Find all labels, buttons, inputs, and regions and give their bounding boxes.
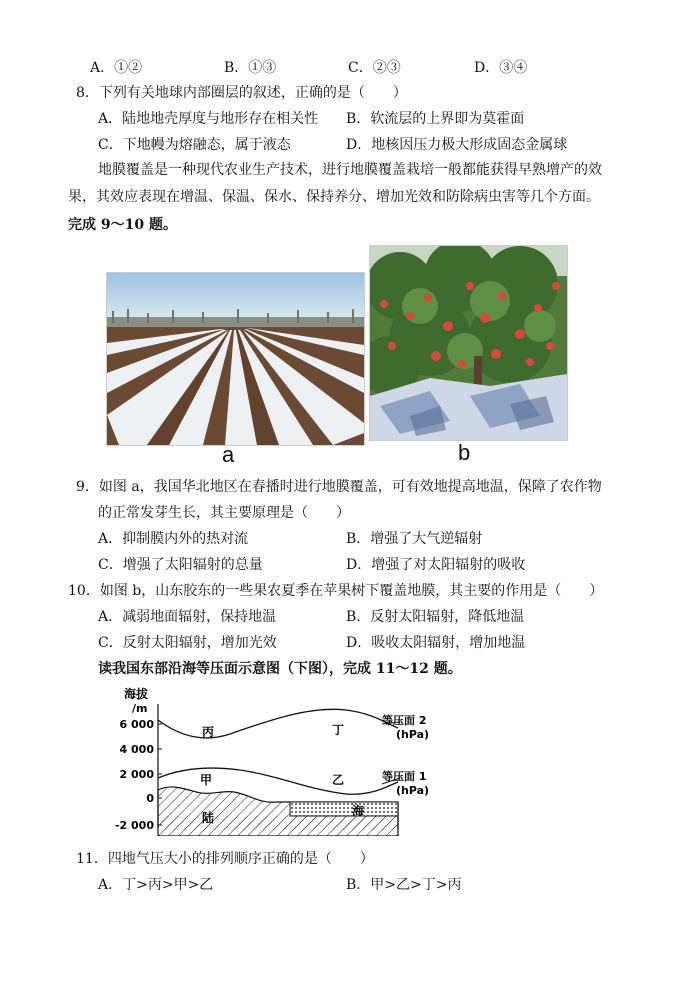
y-axis-unit: /m xyxy=(132,702,148,715)
q11-option-a: A．丁>丙>甲>乙 xyxy=(98,877,214,893)
land-label: 陆 xyxy=(202,811,215,825)
q7-option-c: C．②③ xyxy=(348,60,401,76)
isobaric-surface-1 xyxy=(158,768,398,794)
y-axis-label: 海拔 xyxy=(124,687,149,701)
y-tick-4000: 4 000 xyxy=(119,743,154,756)
photo-b-caption: b xyxy=(458,440,471,465)
q8-option-b: B．软流层的上界即为莫霍面 xyxy=(346,111,525,127)
sea-label: 海 xyxy=(352,804,365,818)
q9-option-a: A．抑制膜内外的热对流 xyxy=(98,531,249,547)
passage-line-1: 地膜覆盖是一种现代农业生产技术，进行地膜覆盖栽培一般都能获得早熟增产的效 xyxy=(98,162,602,178)
surface-2-unit: (hPa) xyxy=(396,728,430,741)
point-jia: 甲 xyxy=(200,773,213,787)
q8-option-c: C．下地幔为熔融态，属于液态 xyxy=(98,137,291,153)
q10-option-c: C．反射太阳辐射，增加光效 xyxy=(98,635,277,651)
photo-a-mulched-field xyxy=(106,272,365,446)
q7-option-d: D．③④ xyxy=(474,60,528,76)
q10-option-d: D．吸收太阳辐射，增加地温 xyxy=(346,635,526,651)
q9-stem-line-1: 9．如图 a，我国华北地区在春播时进行地膜覆盖，可有效地提高地温，保障了农作物 xyxy=(76,479,602,495)
q9-option-b: B．增强了大气逆辐射 xyxy=(346,531,483,547)
photo-a-caption: a xyxy=(222,442,235,467)
point-yi: 乙 xyxy=(332,773,345,787)
photo-b-apple-orchard xyxy=(369,245,568,441)
q9-option-c: C．增强了太阳辐射的总量 xyxy=(98,557,263,573)
sea-area xyxy=(290,802,398,816)
q8-option-a: A．陆地地壳厚度与地形存在相关性 xyxy=(98,111,319,127)
q8-stem: 8．下列有关地球内部圈层的叙述，正确的是（ ） xyxy=(76,85,407,101)
intro-11-12: 读我国东部沿海等压面示意图（下图），完成 11～12 题。 xyxy=(98,661,462,677)
passage-line-3: 完成 9～10 题。 xyxy=(68,217,177,233)
surface-2-name: 等压面 2 xyxy=(382,714,427,727)
isobaric-surface-diagram xyxy=(110,686,470,836)
point-bing: 丙 xyxy=(202,725,215,739)
q9-stem-line-2: 的正常发芽生长，其主要原理是（ ） xyxy=(98,505,350,521)
surface-1-name: 等压面 1 xyxy=(382,770,427,783)
q10-option-a: A．减弱地面辐射，保持地温 xyxy=(98,609,277,625)
y-tick-minus-2000: -2 000 xyxy=(114,819,154,832)
q7-option-a: A．①② xyxy=(90,60,143,76)
q9-option-d: D．增强了对太阳辐射的吸收 xyxy=(346,557,526,573)
q8-option-d: D．地核因压力极大形成固态金属球 xyxy=(346,137,568,153)
y-tick-2000: 2 000 xyxy=(119,768,154,781)
y-tick-0: 0 xyxy=(146,792,154,805)
q11-stem: 11．四地气压大小的排列顺序正确的是（ ） xyxy=(76,851,374,867)
isobaric-surface-2 xyxy=(158,709,398,738)
q10-option-b: B．反射太阳辐射，降低地温 xyxy=(346,609,525,625)
surface-1-unit: (hPa) xyxy=(396,784,430,797)
passage-line-2: 果，其效应表现在增温、保温、保水、保持养分、增加光效和防除病虫害等几个方面。 xyxy=(68,189,600,205)
q7-option-b: B．①③ xyxy=(224,60,277,76)
q11-option-b: B．甲>乙>丁>丙 xyxy=(346,877,462,893)
point-ding: 丁 xyxy=(332,723,345,737)
y-tick-6000: 6 000 xyxy=(119,718,154,731)
q10-stem: 10．如图 b，山东胶东的一些果农夏季在苹果树下覆盖地膜，其主要的作用是（ ） xyxy=(68,583,604,599)
